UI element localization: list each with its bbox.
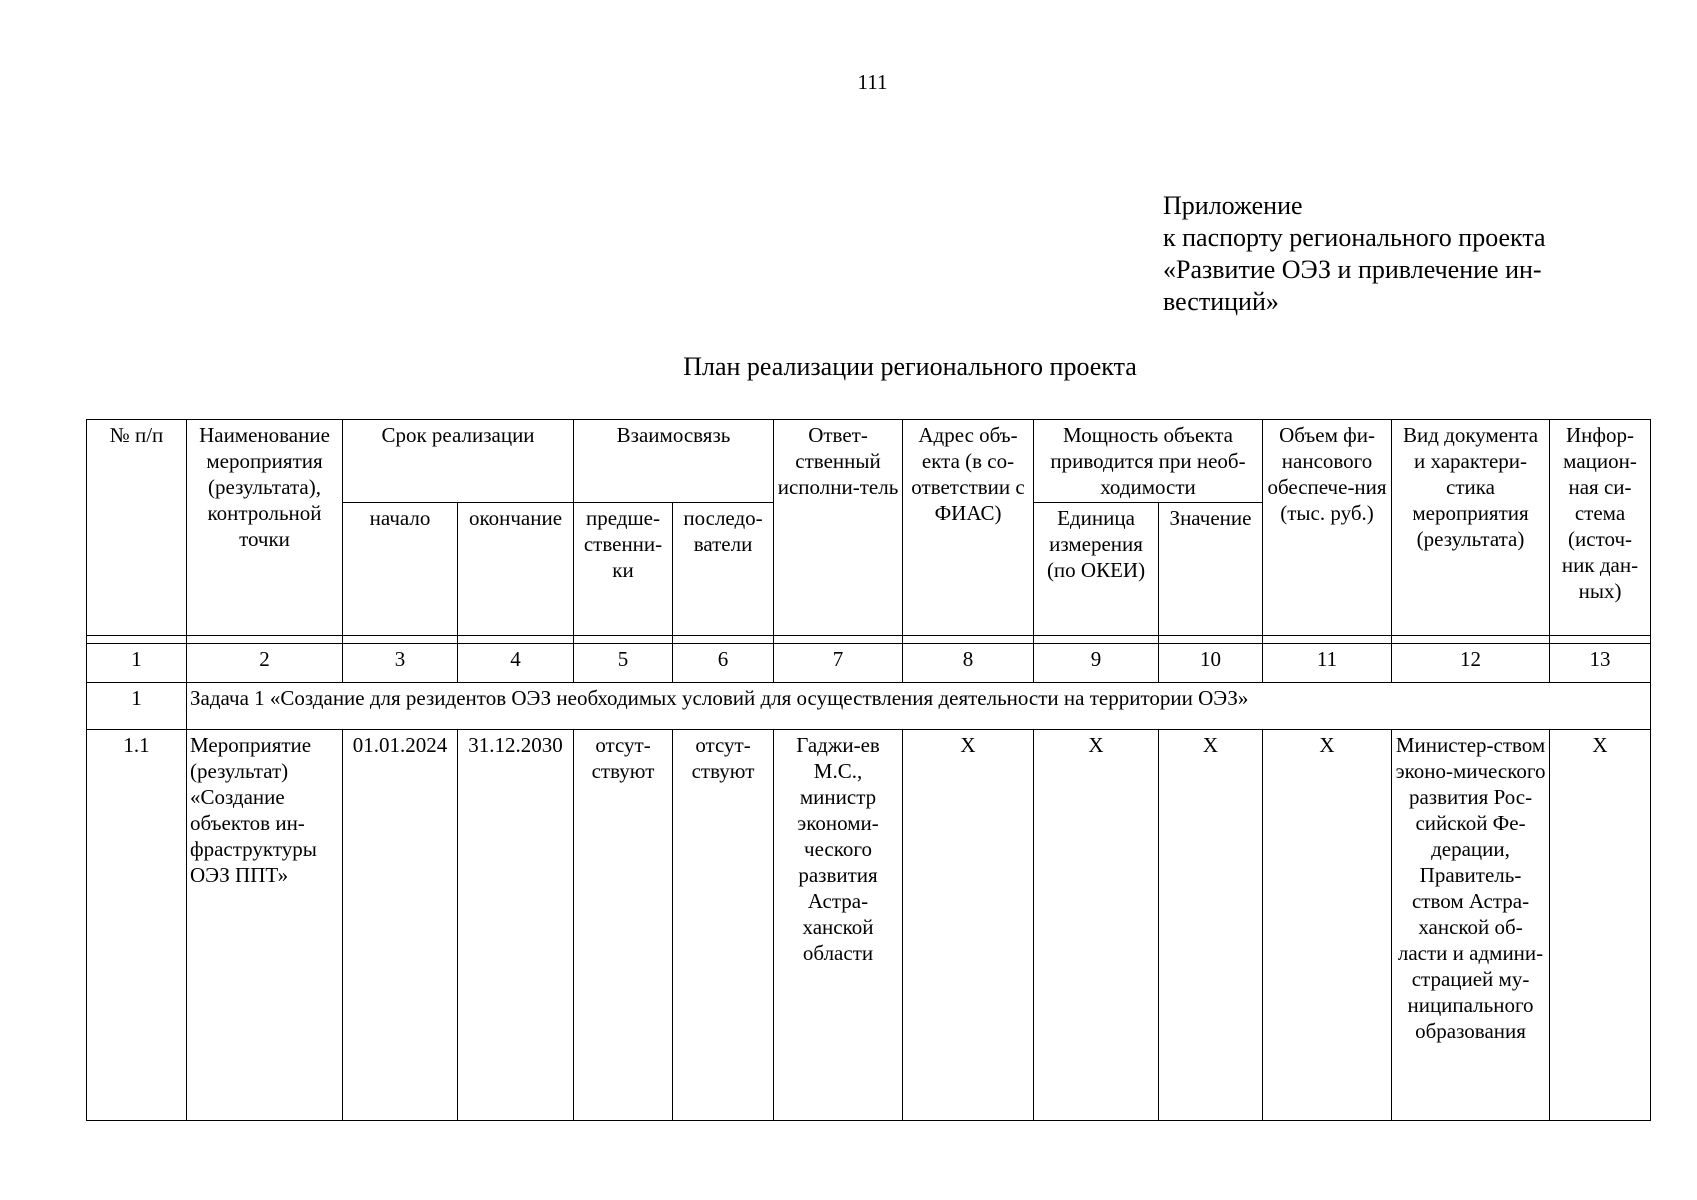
event-address: Х [903, 730, 1034, 1121]
header-term: Срок реализации [343, 420, 574, 503]
header-capacity: Мощность объекта приводится при необ-ходимости [1034, 420, 1263, 503]
column-number: 7 [774, 644, 903, 683]
header-finance: Объем фи-нансового обеспече-ния (тыс. руб.) [1263, 420, 1392, 636]
event-info-system: Х [1550, 730, 1651, 1121]
event-responsible: Гаджи-ев М.С., министр экономи-ческого развития Астра-ханской области [774, 730, 903, 1121]
header-info-system: Инфор-мацион-ная си-стема (источ-ник дан-ных) [1550, 420, 1651, 636]
column-number: 8 [903, 644, 1034, 683]
column-numbers-row [87, 644, 1651, 683]
header-name: Наименование мероприятия (результата), контрольной точки [187, 420, 343, 636]
header-capacity-unit: Единица измерения (по ОКЕИ) [1034, 503, 1159, 636]
header-address: Адрес объ-екта (в со-ответствии с ФИАС) [903, 420, 1034, 636]
task-row [87, 683, 1651, 730]
header-term-end: окончание [458, 503, 574, 636]
table-row [87, 730, 1651, 1121]
header-row [87, 420, 1651, 503]
appendix-note [1163, 190, 1603, 318]
appendix-line: к паспорту регионального проекта [1163, 223, 1546, 252]
column-number: 13 [1550, 644, 1651, 683]
column-number: 5 [574, 644, 673, 683]
column-number: 11 [1263, 644, 1392, 683]
header-separator [87, 636, 1651, 644]
page-number: 111 [857, 70, 888, 94]
event-end-date: 31.12.2030 [458, 730, 574, 1121]
plan-table [86, 419, 1651, 1121]
header-document: Вид документа и характери-стика мероприятия (результата) [1392, 420, 1550, 636]
column-number: 4 [458, 644, 574, 683]
header-capacity-value: Значение [1159, 503, 1263, 636]
event-unit: Х [1034, 730, 1159, 1121]
column-number: 12 [1392, 644, 1550, 683]
appendix-line: «Развитие ОЭЗ и привлечение ин- [1163, 255, 1542, 284]
column-number: 10 [1159, 644, 1263, 683]
event-predecessors: отсут-ствуют [574, 730, 673, 1121]
task-text: Задача 1 «Создание для резидентов ОЭЗ необходимых условий для осуществления деятельности на территории ОЭЗ» [187, 683, 1651, 730]
header-term-start: начало [343, 503, 458, 636]
event-successors: отсут-ствуют [673, 730, 774, 1121]
column-number: 3 [343, 644, 458, 683]
appendix-line: вестиций» [1163, 287, 1279, 316]
event-start-date: 01.01.2024 [343, 730, 458, 1121]
column-number: 2 [187, 644, 343, 683]
event-finance: Х [1263, 730, 1392, 1121]
column-number: 6 [673, 644, 774, 683]
header-link-predecessors: предше-ственни-ки [574, 503, 673, 636]
header-link-successors: последо-ватели [673, 503, 774, 636]
task-number: 1 [87, 683, 187, 730]
event-number: 1.1 [87, 730, 187, 1121]
event-value: Х [1159, 730, 1263, 1121]
header-link: Взаимосвязь [574, 420, 774, 503]
header-num: № п/п [87, 420, 187, 636]
appendix-line: Приложение [1163, 191, 1303, 220]
header-responsible: Ответ-ственный исполни-тель [774, 420, 903, 636]
document-title: План реализации регионального проекта [683, 352, 1137, 381]
column-number: 1 [87, 644, 187, 683]
column-number: 9 [1034, 644, 1159, 683]
event-name: Мероприятие (результат) «Создание объектов ин-фраструктуры ОЭЗ ППТ» [187, 730, 343, 1121]
event-document: Министер-ством эконо-мического развития Рос-сийской Фе-дерации, Правитель-ством Астра-ханской об-ласти и админи-страцией му-ниципального образования [1392, 730, 1550, 1121]
